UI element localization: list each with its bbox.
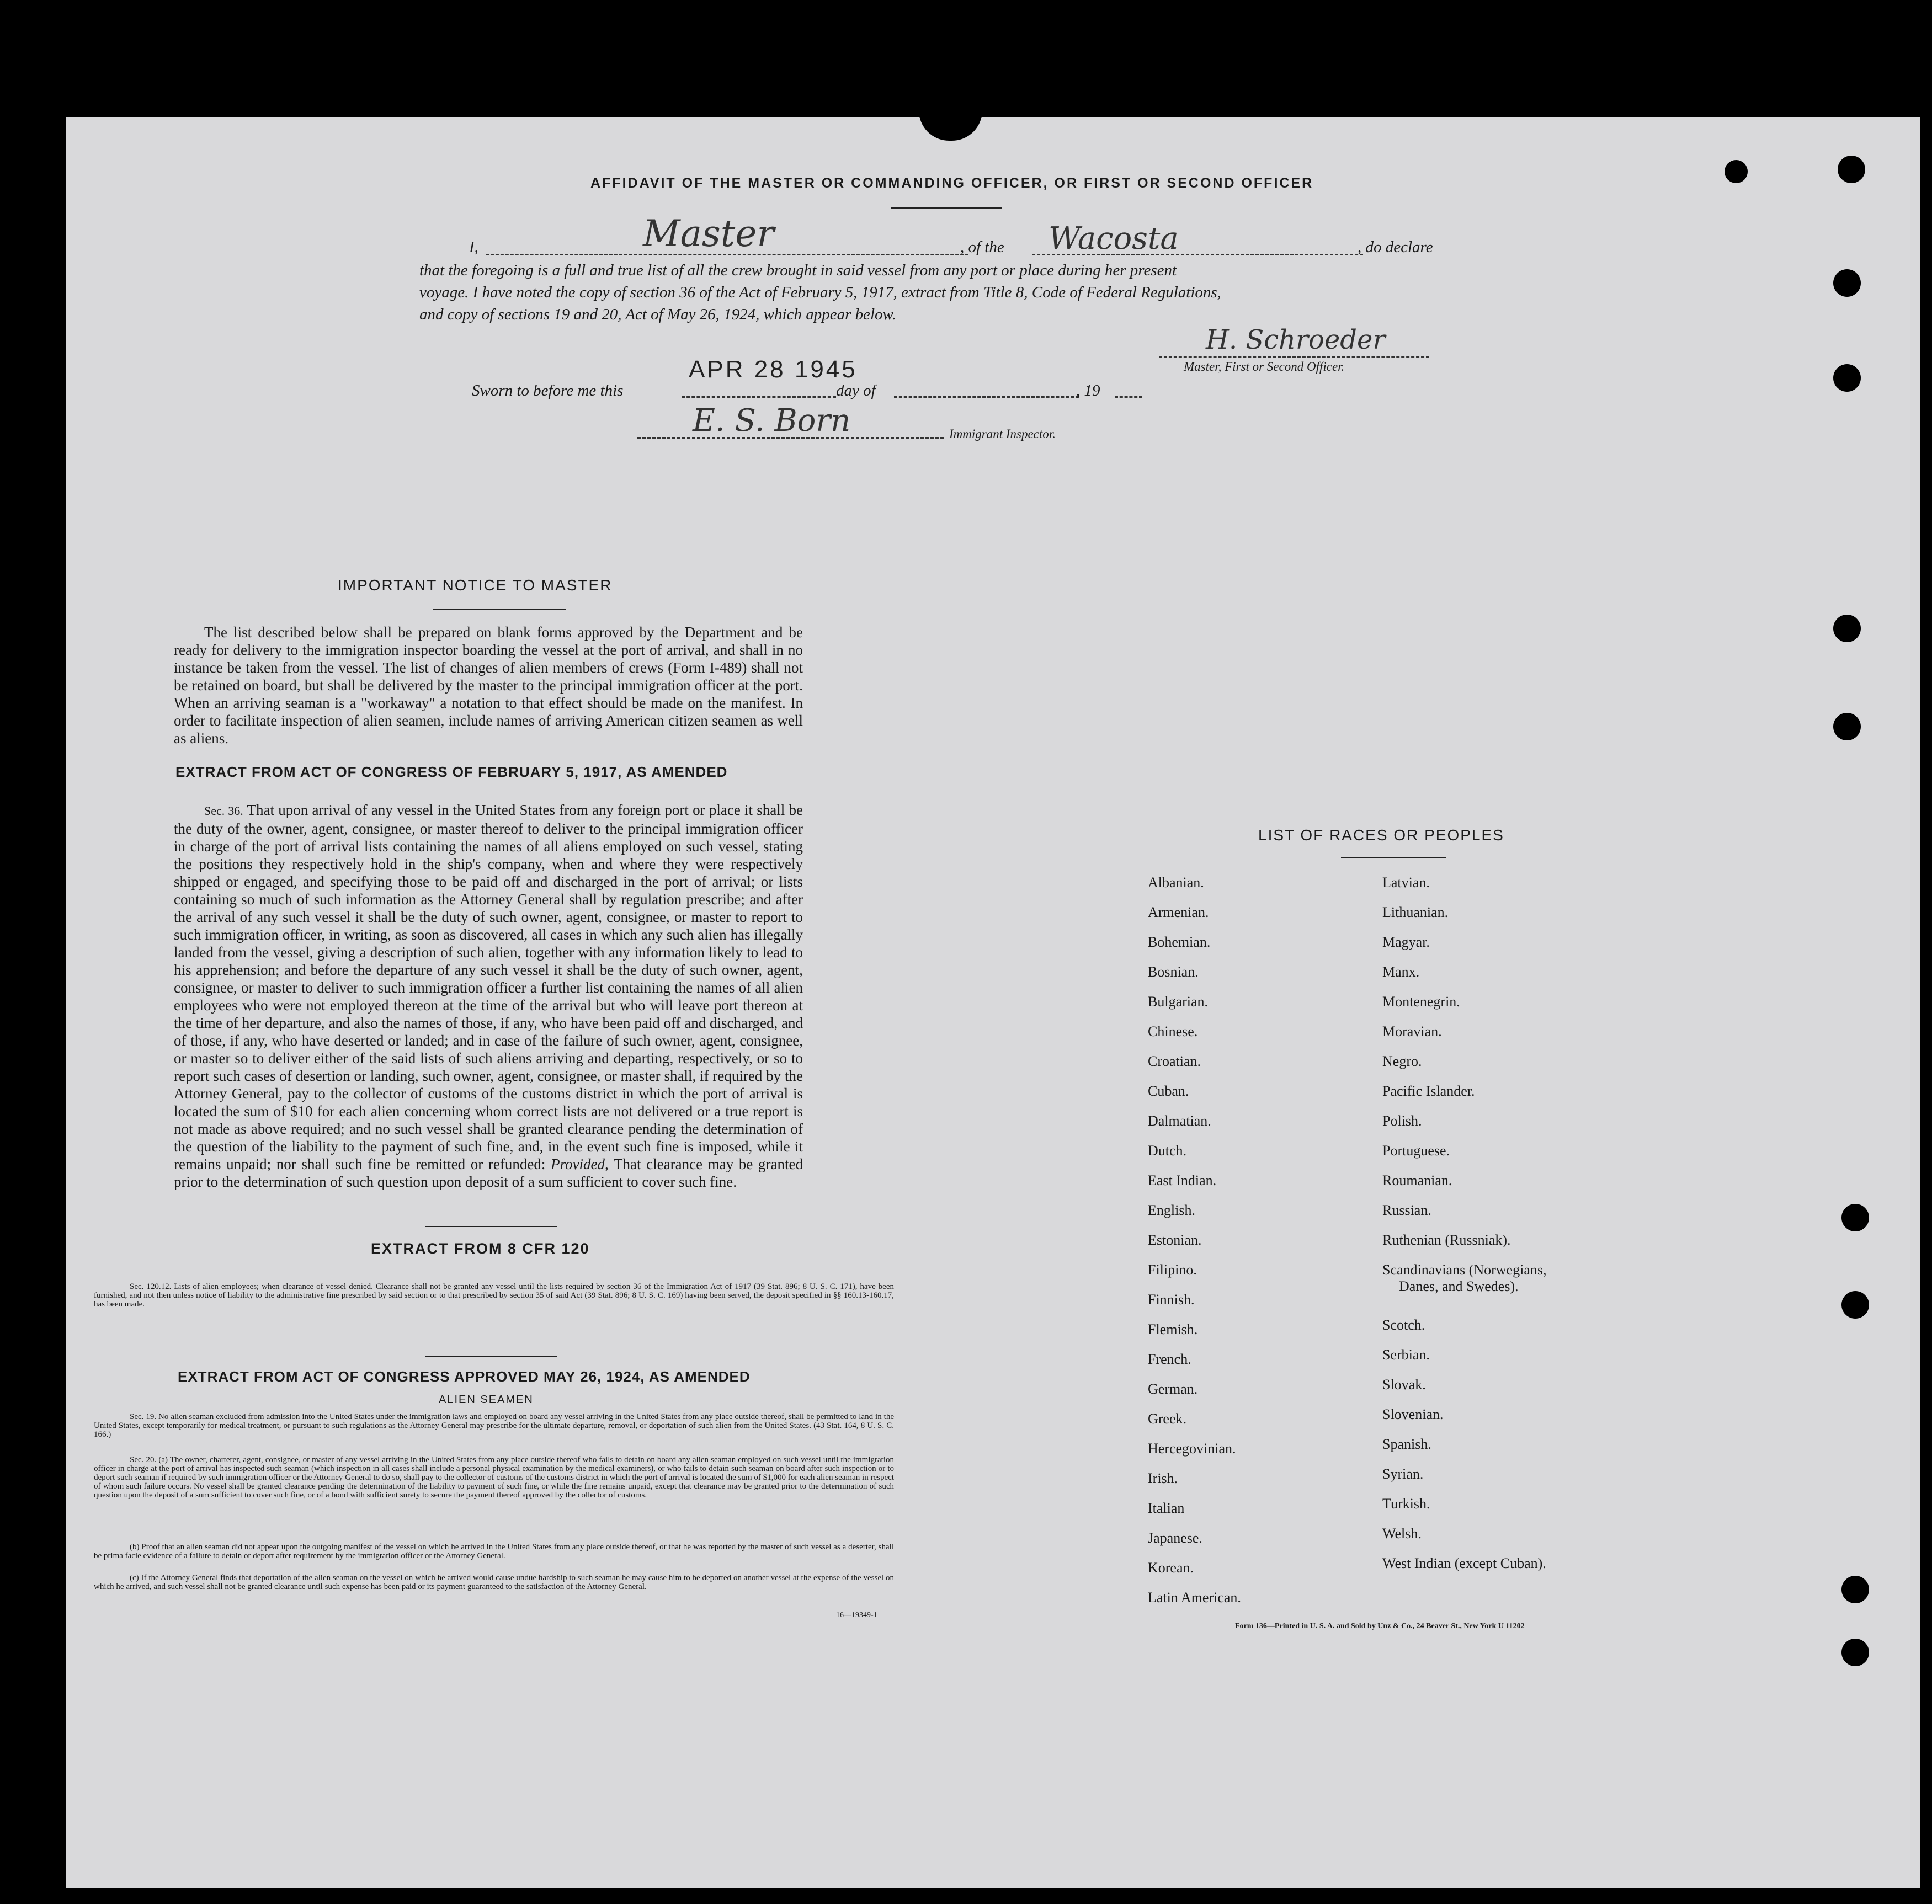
race-item: Chinese. [1148, 1023, 1198, 1039]
punch-hole [1838, 156, 1865, 183]
race-item: Pacific Islander. [1382, 1083, 1475, 1099]
race-item: Danes, and Swedes). [1399, 1278, 1519, 1294]
punch-hole [1841, 1204, 1869, 1231]
inspector-caption: Immigrant Inspector. [949, 427, 1056, 441]
race-item: Filipino. [1148, 1262, 1197, 1278]
signature-caption: Master, First or Second Officer. [1184, 360, 1345, 374]
race-item: Roumanian. [1382, 1172, 1452, 1188]
race-item: Croatian. [1148, 1053, 1201, 1069]
vessel-handwritten: Wacosta [1049, 221, 1179, 257]
race-item: Bosnian. [1148, 964, 1199, 980]
extract-1924-rule [425, 1356, 557, 1357]
name-handwritten: Master [643, 212, 774, 255]
race-item: Latvian. [1382, 874, 1430, 890]
race-item: Negro. [1382, 1053, 1422, 1069]
race-item: Moravian. [1382, 1023, 1442, 1039]
punch-hole [1841, 1291, 1869, 1319]
punch-hole [1833, 364, 1861, 392]
punch-hole [1841, 1576, 1869, 1603]
race-item: Bulgarian. [1148, 994, 1209, 1010]
race-item: Scandinavians (Norwegians, [1382, 1262, 1547, 1278]
race-item: Estonian. [1148, 1232, 1202, 1248]
day-of-label: day of [836, 382, 876, 399]
extract-1917-body [174, 801, 803, 1191]
punch-hole [1725, 160, 1748, 183]
punch-hole [1833, 269, 1861, 297]
race-item: Japanese. [1148, 1530, 1202, 1546]
notice-title: IMPORTANT NOTICE TO MASTER [338, 577, 613, 594]
affidavit-title: AFFIDAVIT OF THE MASTER OR COMMANDING OFFICER, OR FIRST OR SECOND OFFICER [590, 175, 1314, 191]
race-item: Italian [1148, 1500, 1185, 1516]
notice-rule [433, 609, 566, 610]
race-item: Spanish. [1382, 1436, 1431, 1452]
affidavit-body-line2: voyage. I have noted the copy of section 36 of the Act of February 5, 1917, extract from Title 8, Code of Federal Regulations, [419, 284, 1221, 301]
race-item: Welsh. [1382, 1526, 1422, 1542]
notice-text: The list described below shall be prepared on blank forms approved by the Department and be ready for delivery to the immigration inspector boarding the vessel at the port of arrival, and shall in no instance be taken from the vessel. The list of changes of alien members of crews (Form I-489) shall not be retained on board, but shall be delivered by the master to the principal immigration officer at the port. When an arriving seaman is a "workaway" a notation to that effect should be made on the manifest. In order to facilitate inspection of alien seamen, include names of arriving American citizen seamen as well as aliens. [174, 624, 803, 746]
proviso-label: Provided, [551, 1156, 609, 1172]
sworn-label: Sworn to before me this [472, 382, 624, 399]
race-item: Russian. [1382, 1202, 1431, 1218]
signature-blank [1159, 356, 1429, 358]
race-item: Korean. [1148, 1560, 1194, 1576]
extract-cfr-title: EXTRACT FROM 8 CFR 120 [371, 1240, 590, 1257]
punch-hole [1833, 713, 1861, 740]
race-item: Armenian. [1148, 904, 1209, 920]
affidavit-body-line3: and copy of sections 19 and 20, Act of May 26, 1924, which appear below. [419, 306, 896, 323]
cfr-rule [425, 1226, 557, 1227]
race-item: Portuguese. [1382, 1143, 1450, 1159]
extract-1924-subtitle: ALIEN SEAMEN [439, 1394, 534, 1406]
race-item: Montenegrin. [1382, 994, 1460, 1010]
race-item: Latin American. [1148, 1590, 1241, 1606]
races-right-column [1382, 874, 1546, 1585]
sec36-label: Sec. 36. [204, 804, 243, 818]
affidavit-i-label: I, [469, 238, 478, 256]
race-item: Greek. [1148, 1411, 1187, 1427]
race-item: Serbian. [1382, 1347, 1430, 1363]
race-item: West Indian (except Cuban). [1382, 1555, 1546, 1571]
sec20b-text: (b) Proof that an alien seaman did not appear upon the outgoing manifest of the vessel on which he arrived in the United States from any place outside thereof, or that he was reported by the master of such vessel as a deserter, shall be prima facie evidence of a failure to detain or deport after requirement by the immigration officer or the Attorney General. [94, 1543, 894, 1560]
race-item: Lithuanian. [1382, 904, 1449, 920]
affidavit-body-line1: that the foregoing is a full and true list of all the crew brought in said vessel from any port or place during her present [419, 262, 1177, 279]
race-item: Ruthenian (Russniak). [1382, 1232, 1511, 1248]
master-signature: H. Schroeder [1206, 324, 1386, 355]
race-item: Hercegovinian. [1148, 1441, 1236, 1457]
form-code: 16—19349-1 [836, 1611, 877, 1619]
race-item: French. [1148, 1351, 1191, 1367]
inspector-signature: E. S. Born [693, 403, 851, 439]
sec20a-text: Sec. 20. (a) The owner, charterer, agent, consignee, or master of any vessel arriving in the United States from any place outside thereof who fails to detain on board any alien seaman employed on such vessel until the immigration officer in charge at the port of arrival has inspected such seaman (which inspection in all cases shall include a personal physical examination by the medical examiners), or who fails to detain such seaman on board after such inspection or to deport such seaman if required by such immigration officer or the Attorney General to do so, shall pay to the collector of customs of the customs district in which the port of arrival is located the sum of $1,000 for each alien seaman in respect of whom such failure occurs. No vessel shall be granted clearance pending the determination of the liability to payment of such fine, or while the fine remains unpaid, except that clearance may be granted prior to the determination of such question upon the deposit of a sum sufficient to cover such fine, or of a bond with sufficient surety to secure the payment thereof approved by the collector of customs. [94, 1455, 894, 1500]
do-declare-label: , do declare [1358, 238, 1433, 256]
sworn-day-blank [682, 396, 836, 398]
title-rule [891, 207, 1002, 209]
sworn-month-blank [894, 396, 1079, 398]
sworn-year-blank [1115, 396, 1142, 398]
race-item: Scotch. [1382, 1317, 1425, 1333]
race-item: Manx. [1382, 964, 1420, 980]
sec19-text: Sec. 19. No alien seaman excluded from admission into the United States under the immigration laws and employed on board any vessel arriving in the United States from any place outside thereof, shall be permitted to land in the United States, except temporarily for medical treatment, or pursuant to such regulations as the Attorney General may prescribe for the ultimate departure, removal, or deportation of such alien from the United States. (43 Stat. 164, 8 U. S. C. 166.) [94, 1412, 894, 1439]
date-stamp: APR 28 1945 [689, 356, 858, 383]
inspector-blank [637, 437, 944, 439]
race-item: Finnish. [1148, 1292, 1195, 1308]
race-item: Slovenian. [1382, 1406, 1444, 1422]
race-item: Turkish. [1382, 1496, 1430, 1512]
race-item: Bohemian. [1148, 934, 1211, 950]
race-item: Polish. [1382, 1113, 1422, 1129]
race-item: Albanian. [1148, 874, 1204, 890]
race-item: Magyar. [1382, 934, 1430, 950]
punch-hole [1841, 1639, 1869, 1666]
race-item: Dalmatian. [1148, 1113, 1211, 1129]
race-item: Cuban. [1148, 1083, 1189, 1099]
race-item: German. [1148, 1381, 1198, 1397]
races-rule [1341, 857, 1446, 858]
race-item: East Indian. [1148, 1172, 1217, 1188]
punch-hole [1833, 615, 1861, 642]
sec36-text: That upon arrival of any vessel in the United States from any foreign port or place it shall be the duty of the owner, agent, consignee, or master thereof to deliver to the principal immigration officer in charge of the port of arrival lists containing the names of all aliens employed on such vessel, stating the positions they respectively hold in the ship's company, when and where they were respectively shipped or engaged, and specifying those to be paid off and discharged in the port of arrival; or lists containing so much of such information as the Attorney General shall by regulation prescribe; and after the arrival of any such vessel it shall be the duty of such owner, agent, consignee, or master to report to such immigration officer, in writing, as soon as discovered, all cases in which any such alien has illegally landed from the vessel, giving a description of such alien, together with any information likely to lead to his apprehension; and before the departure of any such vessel it shall be the duty of such owner, agent, consignee, or master to deliver to such immigration officer a further list containing the names of all alien employees who were not employed thereon at the time of the arrival but who will leave port thereon at the time of her departure, and also the names of those, if any, who have been paid off and discharged, and of those, if any, who have deserted or landed; and in case of the failure of such owner, agent, consignee, or master so to deliver either of the said lists of such aliens arriving and departing, respectively, or so to report such cases of desertion or landing, such owner, agent, consignee, or master shall, if required by the Attorney General, pay to the collector of customs of the customs district in which the port of arrival is located the sum of $10 for each alien concerning whom correct lists are not delivered or a true report is not made as above required; and no such vessel shall be granted clearance pending the determination of the question of the liability to the payment of such fine, and, in the event such fine is imposed, while it remains unpaid; nor shall such fine be remitted or refunded: [174, 802, 803, 1172]
race-item: Irish. [1148, 1470, 1178, 1486]
extract-1917-title: EXTRACT FROM ACT OF CONGRESS OF FEBRUARY 5, 1917, AS AMENDED [175, 764, 728, 780]
race-item: Dutch. [1148, 1143, 1187, 1159]
race-item: Slovak. [1382, 1377, 1426, 1393]
races-title: LIST OF RACES OR PEOPLES [1258, 826, 1504, 844]
proviso-text: That clearance may be granted prior to the determination of such question upon deposit of a sum sufficient to cover such fine. [174, 1156, 803, 1190]
race-item: Syrian. [1382, 1466, 1424, 1482]
race-item: Flemish. [1148, 1321, 1198, 1337]
extract-cfr-text: Sec. 120.12. Lists of alien employees; when clearance of vessel denied. Clearance shall not be granted any vessel until the lists required by section 36 of the Immigration Act of 1917 (39 Stat. 896; 8 U. S. C. 171), have been furnished, and not then unless notice of liability to the administrative fine prescribed by said section or to that prescribed by section 35 of said Act (39 Stat. 896; 8 U. S. C. 169) having been served, the deposit specified in §§ 160.13-160.17, has been made. [94, 1282, 894, 1309]
extract-1924-title: EXTRACT FROM ACT OF CONGRESS APPROVED MAY 26, 1924, AS AMENDED [178, 1368, 751, 1385]
year-prefix-label: , 19 [1076, 382, 1100, 399]
of-the-label: , of the [960, 238, 1004, 256]
races-left-column [1148, 874, 1241, 1612]
printer-footer: Form 136—Printed in U. S. A. and Sold by Unz & Co., 24 Beaver St., New York U 11202 [1235, 1622, 1525, 1630]
sec20c-text: (c) If the Attorney General finds that deportation of the alien seaman on the vessel on which he arrived would cause undue hardship to such seaman he may cause him to be deported on another vessel at the expense of the vessel on which he arrived, and such vessel shall not be granted clearance until such expense has been paid or its payment guaranteed to the satisfaction of the Attorney General. [94, 1574, 894, 1591]
race-item: English. [1148, 1202, 1195, 1218]
